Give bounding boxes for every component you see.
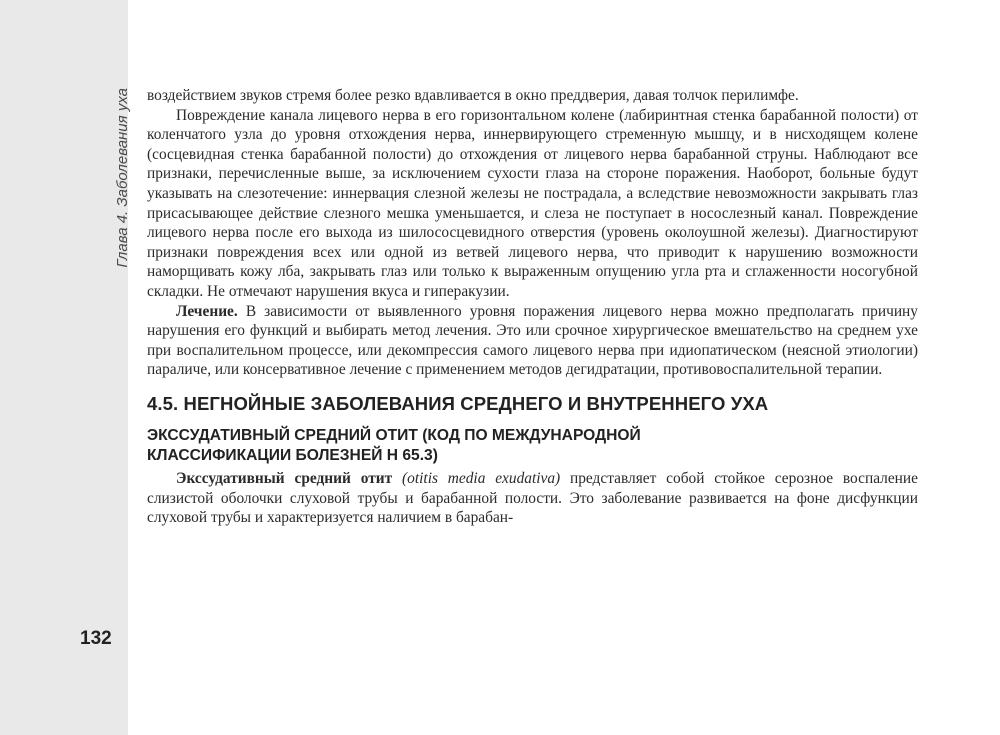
paragraph-exudative-otitis xyxy=(147,469,918,528)
paragraph-continuation: воздействием звуков стремя более резко вдавливается в окно преддверия, давая толчок перилимфе. xyxy=(147,87,799,104)
section-title: 4.5. НЕГНОЙНЫЕ ЗАБОЛЕВАНИЯ СРЕДНЕГО И ВНУТРЕННЕГО УХА xyxy=(147,392,769,414)
treatment-lead: Лечение. xyxy=(176,302,238,320)
term-lead: Экссудативный средний отит xyxy=(176,469,393,487)
latin-term: (otitis media exudativa) xyxy=(402,469,561,487)
chapter-sidebar xyxy=(0,0,128,735)
running-head: Глава 4. Заболевания уха xyxy=(114,88,131,268)
exudative-otitis-text: представляет собой стойкое серозное воспаление слизистой оболочки слуховой трубы и барабанной полости. Это заболевание развивается на фоне дисфункции слуховой трубы и характеризуется наличием в барабан- xyxy=(147,469,918,527)
treatment-text: В зависимости от выявленного уровня поражения лицевого нерва можно предполагать причину нарушения его функций и выбирать метод лечения. Это или срочное хирургическое вмешательство на среднем ухе при воспалительном процессе, или декомпрессия самого лицевого нерва при идиопатическом (неясной этиологии) параличе, или консервативное лечение с применением методов дегидратации, противовоспалительной терапии. xyxy=(147,302,918,379)
paragraph-facial-nerve-damage: Повреждение канала лицевого нерва в его горизонтальном колене (лабиринтная стенка барабанной полости) от коленчатого узла до уровня отхождения нерва, иннервирующего стременную мышцу, и в нисходящем колене (сосцевидная стенка барабанной полости) до отхождения от лицевого нерва барабанной струны. Наблюдают все признаки, перечисленные выше, за исключением сухости глаза на стороне поражения. Наоборот, больные будут указывать на слезотечение: иннервация слезной железы не пострадала, а вследствие невозможности закрывать глаз присасывающее действие слезного мешка уменьшается, и слеза не поступает в носослезный канал. Повреждение лицевого нерва после его выхода из шилососцевидного отверстия (уровень околоушной железы). Диагностируют признаки повреждения всех или одной из ветвей лицевого нерва, что приводит к нарушению возможности наморщивать кожу лба, закрывать глаз или только к выраженным опущению угла рта и сглаженности носогубной складки. Не отмечают нарушения вкуса и гиперакузии. xyxy=(147,106,918,300)
subsection-title: ЭКССУДАТИВНЫЙ СРЕДНИЙ ОТИТ (КОД ПО МЕЖДУНАРОДНОЙ КЛАССИФИКАЦИИ БОЛЕЗНЕЙ H 65.3) xyxy=(147,426,641,464)
paragraph-treatment xyxy=(147,302,918,380)
page-number: 132 xyxy=(80,628,112,649)
page-body xyxy=(147,86,918,528)
